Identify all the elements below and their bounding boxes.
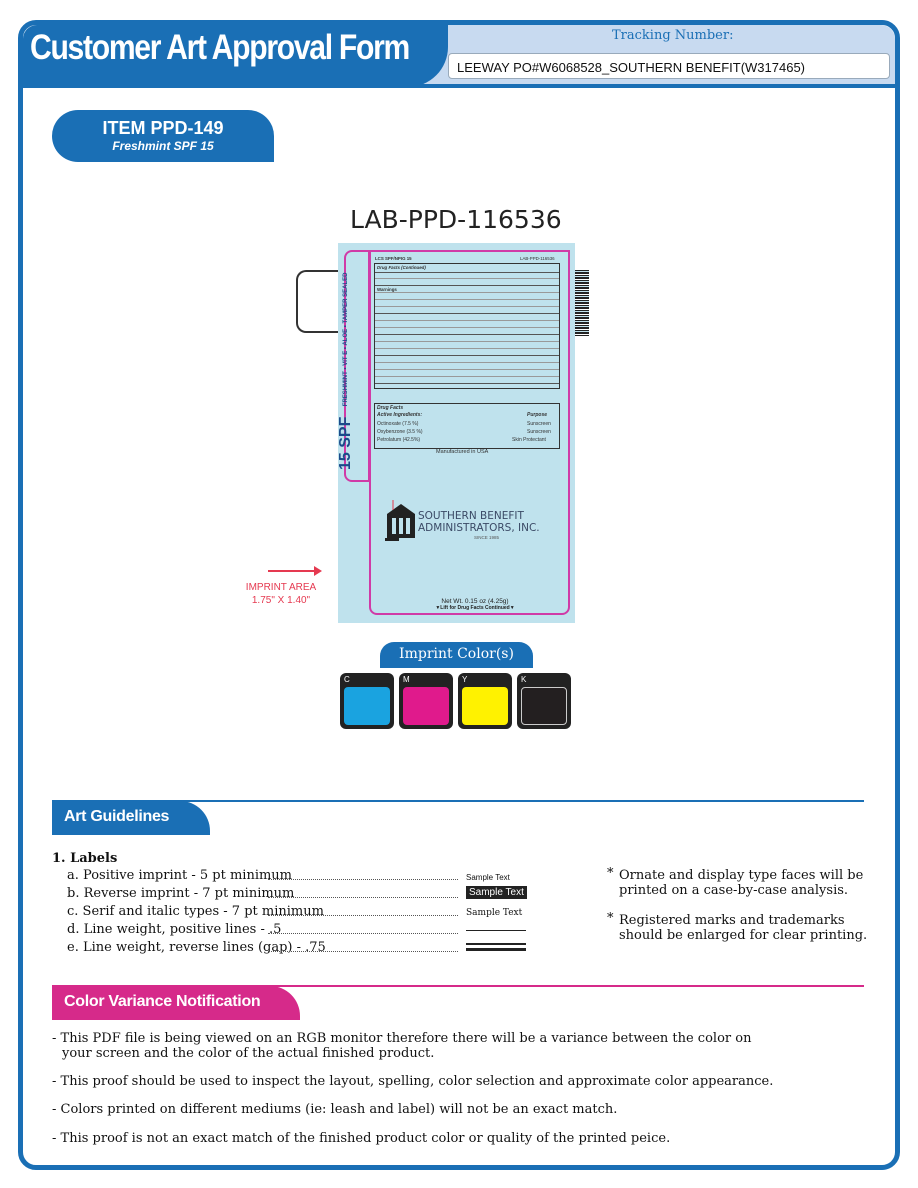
ingredient-purpose: Sunscreen	[527, 421, 551, 427]
flap-vertical-text	[337, 250, 359, 470]
mini-rule	[375, 313, 559, 314]
house-logo-icon	[385, 500, 417, 542]
mini-rule	[375, 278, 559, 279]
guideline-note	[607, 868, 877, 898]
guideline-row: a. Positive imprint - 5 pt minimum	[67, 868, 292, 883]
item-code: ITEM PPD-149	[102, 118, 224, 138]
manufactured-in: Manufactured in USA	[436, 449, 489, 455]
mini-rule	[375, 376, 559, 377]
company-name-line1: SOUTHERN BENEFIT	[418, 510, 524, 522]
company-name-line2: ADMINISTRATORS, INC.	[418, 522, 540, 534]
swatch-yellow	[458, 673, 512, 729]
swatch-label: Y	[462, 675, 468, 684]
spf-label: 15 SPF	[337, 416, 354, 470]
mini-header-right: LAB-PPD-116536	[520, 256, 555, 261]
color-variance-title: Color Variance Notification	[52, 986, 300, 1020]
mini-rule	[375, 320, 559, 321]
imprint-area-title: IMPRINT AREA	[245, 582, 317, 593]
mini-rule	[375, 285, 559, 286]
note-text: Ornate and display type faces will be printed on a case-by-case analysis.	[619, 868, 864, 898]
mini-rule	[375, 299, 559, 300]
imprint-arrow-icon	[268, 570, 316, 572]
dot-leader	[268, 887, 458, 898]
guideline-row: c. Serif and italic types - 7 pt minimum	[67, 904, 324, 919]
swatch-fill	[344, 687, 390, 725]
mini-rule	[375, 327, 559, 328]
swatch-magenta	[399, 673, 453, 729]
dot-leader	[268, 869, 458, 880]
item-name: Freshmint SPF 15	[112, 139, 214, 153]
page-title: Customer Art Approval Form	[30, 28, 409, 67]
dot-leader	[268, 941, 458, 952]
purpose-label: Purpose	[527, 412, 548, 418]
swatch-label: M	[403, 675, 410, 684]
swatch-black	[517, 673, 571, 729]
company-since: SINCE 1985	[474, 535, 500, 540]
swatch-label: K	[521, 675, 527, 684]
art-guidelines-title: Art Guidelines	[52, 801, 210, 835]
net-weight-text: Net Wt. 0.15 oz (4.25g)	[441, 598, 509, 605]
swatch-label: C	[344, 675, 350, 684]
labels-heading: 1. Labels	[52, 851, 118, 866]
mini-rule	[375, 306, 559, 307]
ingredient-name: Petrolatum (42.5%)	[377, 437, 421, 443]
sample-line-reverse-top	[466, 943, 526, 945]
guideline-row: b. Reverse imprint - 7 pt minimum	[67, 886, 295, 901]
imprint-color-swatches	[340, 673, 571, 729]
mini-header-left: LCS SPF/NPIG 15	[375, 256, 412, 261]
guideline-note	[607, 913, 877, 943]
dot-leader	[268, 923, 458, 934]
mini-rule	[375, 334, 559, 335]
imprint-area-label	[240, 581, 322, 607]
net-weight	[415, 598, 535, 612]
variance-item-continued: your screen and the color of the actual finished product.	[62, 1046, 435, 1061]
ingredient-name: Octinoxate (7.5 %)	[377, 421, 419, 427]
imprint-area-size: 1.75" X 1.40"	[251, 595, 311, 606]
variance-item: - Colors printed on different mediums (ie: leash and label) will not be an exact match.	[52, 1102, 618, 1117]
mini-rule	[375, 348, 559, 349]
swatch-fill	[462, 687, 508, 725]
mini-rule	[375, 362, 559, 363]
note-text: Registered marks and trademarks should be enlarged for clear printing.	[619, 913, 868, 943]
note-bullet: *	[607, 866, 614, 881]
item-tab	[52, 110, 274, 162]
mini-rule	[375, 292, 559, 293]
variance-item: - This proof should be used to inspect the layout, spelling, color selection and approximate color appearance.	[52, 1074, 774, 1089]
warnings-title: Warnings	[377, 287, 397, 292]
swatch-fill	[521, 687, 567, 725]
header-underline	[23, 84, 895, 88]
drug-facts-continued-box	[374, 263, 560, 389]
tracking-number-label: Tracking Number:	[612, 28, 734, 43]
swatch-cyan	[340, 673, 394, 729]
drug-facts-continued-title: Drug Facts (Continued)	[377, 265, 426, 270]
dot-leader	[268, 905, 458, 916]
company-name	[418, 510, 540, 534]
sample-text-positive: Sample Text	[466, 873, 510, 882]
sample-line-positive	[466, 930, 526, 931]
imprint-colors-title: Imprint Color(s)	[380, 642, 533, 668]
mini-rule	[375, 369, 559, 370]
mini-rule	[375, 341, 559, 342]
tracking-number-field[interactable]: LEEWAY PO#W6068528_SOUTHERN BENEFIT(W317465)	[448, 53, 890, 79]
flap-tagline: FRESHMINT • VIT E • ALOE • TAMPER SEALED	[342, 272, 349, 407]
barcode	[575, 270, 589, 336]
guideline-row: e. Line weight, reverse lines (gap) - .75	[67, 940, 326, 955]
sample-text-serif: Sample Text	[466, 908, 523, 918]
mini-rule	[375, 272, 559, 273]
mini-rule	[375, 355, 559, 356]
drug-facts-title: Drug Facts	[377, 405, 404, 411]
sample-text-reverse-label: Sample Text	[466, 886, 527, 899]
sample-text-reverse	[466, 887, 527, 898]
active-ingredients-label: Active Ingredients:	[377, 412, 423, 418]
mini-rule	[375, 383, 559, 384]
ingredient-purpose: Skin Protectant	[512, 437, 546, 443]
sample-line-reverse-bottom	[466, 948, 526, 951]
note-bullet: *	[607, 911, 614, 926]
swatch-fill	[403, 687, 449, 725]
lift-text: ▼Lift for Drug Facts Continued▼	[435, 605, 515, 611]
lab-code: LAB-PPD-116536	[350, 205, 562, 234]
ingredient-purpose: Sunscreen	[527, 429, 551, 435]
ingredient-name: Oxybenzone (3.5 %)	[377, 429, 423, 435]
guideline-row: d. Line weight, positive lines - .5	[67, 922, 282, 937]
variance-item: - This proof is not an exact match of the finished product color or quality of the printed peice.	[52, 1131, 671, 1146]
variance-item: - This PDF file is being viewed on an RGB monitor therefore there will be a variance between the color on	[52, 1031, 752, 1046]
